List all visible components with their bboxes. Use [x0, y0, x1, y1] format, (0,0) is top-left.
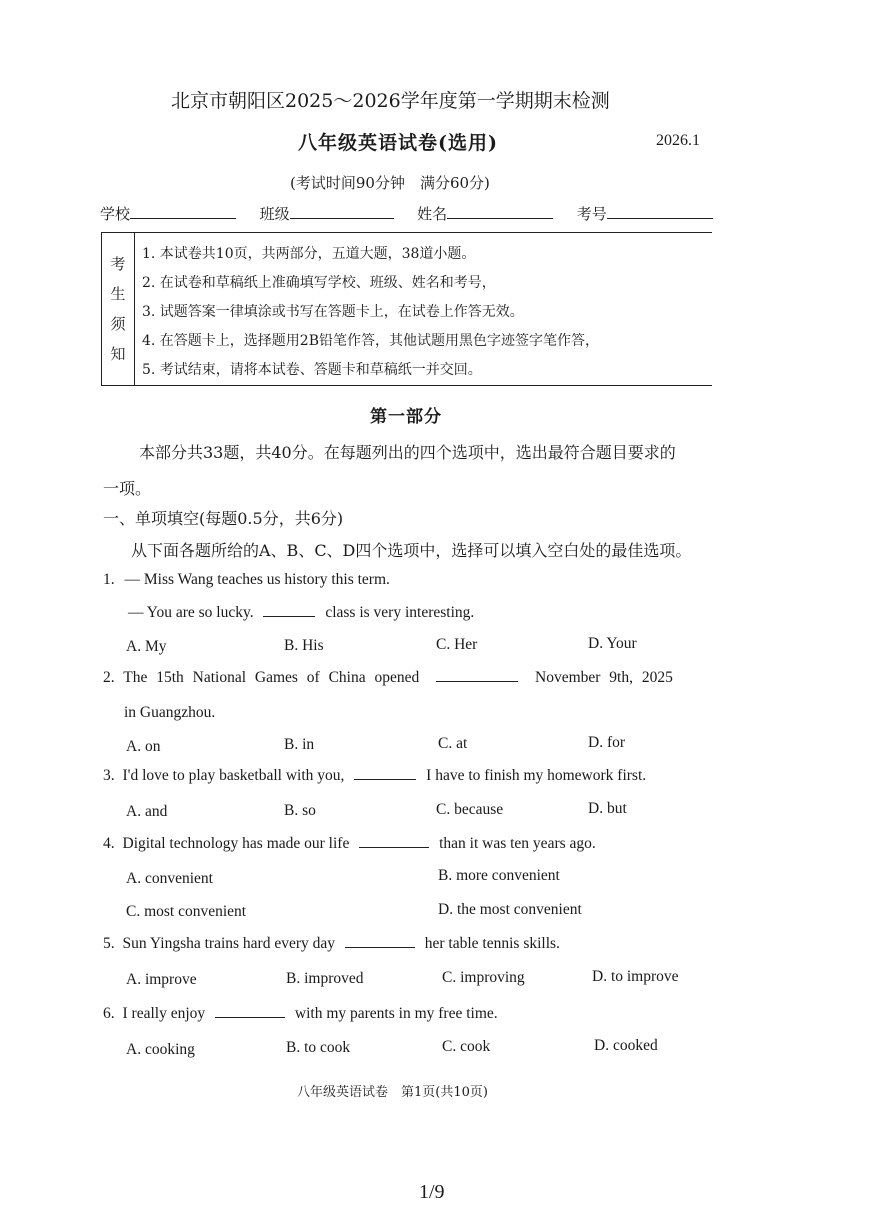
option: D. the most convenient	[438, 901, 582, 918]
option: B. to cook	[286, 1039, 351, 1056]
exam-number-field[interactable]	[607, 204, 713, 219]
notice-label-char: 考	[110, 255, 126, 273]
notice-label-char: 知	[110, 345, 126, 363]
option: A. convenient	[126, 870, 213, 887]
page-footer: 八年级英语试卷 第1页(共10页)	[297, 1085, 488, 1100]
option: A. improve	[126, 971, 197, 988]
question-2	[103, 669, 673, 687]
page-number: 1/9	[419, 1181, 445, 1203]
notice-item: 5. 考试结束，请将本试卷、答题卡和草稿纸一并交回。	[142, 362, 482, 378]
exam-info: (考试时间90分钟 满分60分)	[290, 174, 490, 192]
exam-subtitle: 八年级英语试卷(选用)	[298, 132, 498, 154]
option: A. cooking	[126, 1041, 195, 1058]
question-text: — You are so lucky.	[128, 604, 254, 621]
notice-item: 1. 本试卷共10页，共两部分，五道大题，38道小题。	[142, 246, 476, 262]
question-6	[103, 1005, 498, 1023]
name-field[interactable]	[447, 204, 553, 219]
option: B. more convenient	[438, 867, 560, 884]
class-label: 班级	[259, 205, 290, 223]
option: B. improved	[286, 970, 364, 987]
answer-blank	[436, 669, 518, 682]
student-info-row	[100, 203, 713, 224]
option: C. improving	[442, 969, 525, 986]
school-field[interactable]	[130, 204, 236, 219]
answer-blank	[354, 767, 416, 780]
answer-blank	[345, 935, 415, 948]
notice-label-char: 生	[110, 285, 126, 303]
question-number: 1.	[103, 571, 115, 588]
notice-item: 2. 在试卷和草稿纸上准确填写学校、班级、姓名和考号，	[142, 275, 496, 291]
notice-item: 4. 在答题卡上，选择题用2B铅笔作答，其他试题用黑色字迹签字笔作答，	[142, 333, 600, 349]
question-text: than it was ten years ago.	[439, 835, 596, 852]
question-number: 6.	[103, 1005, 115, 1022]
option: B. His	[284, 637, 324, 654]
answer-blank	[215, 1005, 285, 1018]
part-title: 第一部分	[370, 407, 442, 427]
question-text: November 9th, 2025	[535, 669, 673, 686]
question-text: Sun Yingsha trains hard every day	[122, 935, 336, 952]
school-label: 学校	[100, 205, 131, 223]
option: A. and	[126, 803, 168, 820]
question-1-line2	[128, 604, 474, 622]
option: D. cooked	[594, 1037, 658, 1054]
option: C. at	[438, 735, 468, 752]
notice-label-char: 须	[110, 315, 126, 333]
answer-blank	[359, 835, 429, 848]
exam-number-label: 考号	[576, 205, 607, 223]
question-2-line2: in Guangzhou.	[124, 704, 216, 721]
question-text: I have to finish my homework first.	[426, 767, 647, 784]
option: C. most convenient	[126, 903, 247, 920]
question-4	[103, 835, 596, 853]
question-number: 4.	[103, 835, 115, 852]
question-text: — Miss Wang teaches us history this term.	[124, 571, 390, 588]
answer-blank	[263, 604, 315, 617]
question-text: her table tennis skills.	[424, 935, 560, 952]
option: A. on	[126, 738, 161, 755]
option: D. to improve	[592, 968, 679, 985]
question-number: 5.	[103, 935, 115, 952]
question-text: The 15th National Games of China opened	[123, 669, 420, 686]
option: D. but	[588, 800, 627, 817]
question-number: 2.	[103, 669, 115, 686]
notice-label	[102, 233, 135, 385]
section-instruction: 从下面各题所给的A、B、C、D四个选项中，选择可以填入空白处的最佳选项。	[131, 541, 692, 560]
question-text: Digital technology has made our life	[122, 835, 350, 852]
question-text: I really enjoy	[122, 1005, 206, 1022]
option: C. cook	[442, 1038, 491, 1055]
question-text: I'd love to play basketball with you,	[122, 767, 345, 784]
question-5	[103, 935, 560, 953]
class-field[interactable]	[290, 204, 394, 219]
option: D. Your	[588, 635, 637, 652]
name-label: 姓名	[417, 205, 448, 223]
option: D. for	[588, 734, 626, 751]
option: C. because	[436, 801, 504, 818]
question-3	[103, 767, 646, 785]
part-intro: 本部分共33题，共40分。在每题列出的四个选项中，选出最符合题目要求的	[139, 443, 676, 462]
option: B. so	[284, 802, 316, 819]
question-number: 3.	[103, 767, 115, 784]
notice-item: 3. 试题答案一律填涂或书写在答题卡上，在试卷上作答无效。	[142, 304, 524, 320]
option: B. in	[284, 736, 315, 753]
question-1	[103, 571, 390, 589]
notice-box	[101, 232, 712, 386]
option: C. Her	[436, 636, 478, 653]
section-title: 一、单项填空(每题0.5分，共6分)	[103, 509, 344, 528]
question-text: class is very interesting.	[325, 604, 475, 621]
question-text: with my parents in my free time.	[294, 1005, 498, 1022]
option: A. My	[126, 638, 167, 655]
exam-date: 2026.1	[656, 132, 700, 149]
part-intro-cont: 一项。	[103, 479, 152, 498]
exam-title: 北京市朝阳区2025～2026学年度第一学期期末检测	[171, 90, 610, 112]
